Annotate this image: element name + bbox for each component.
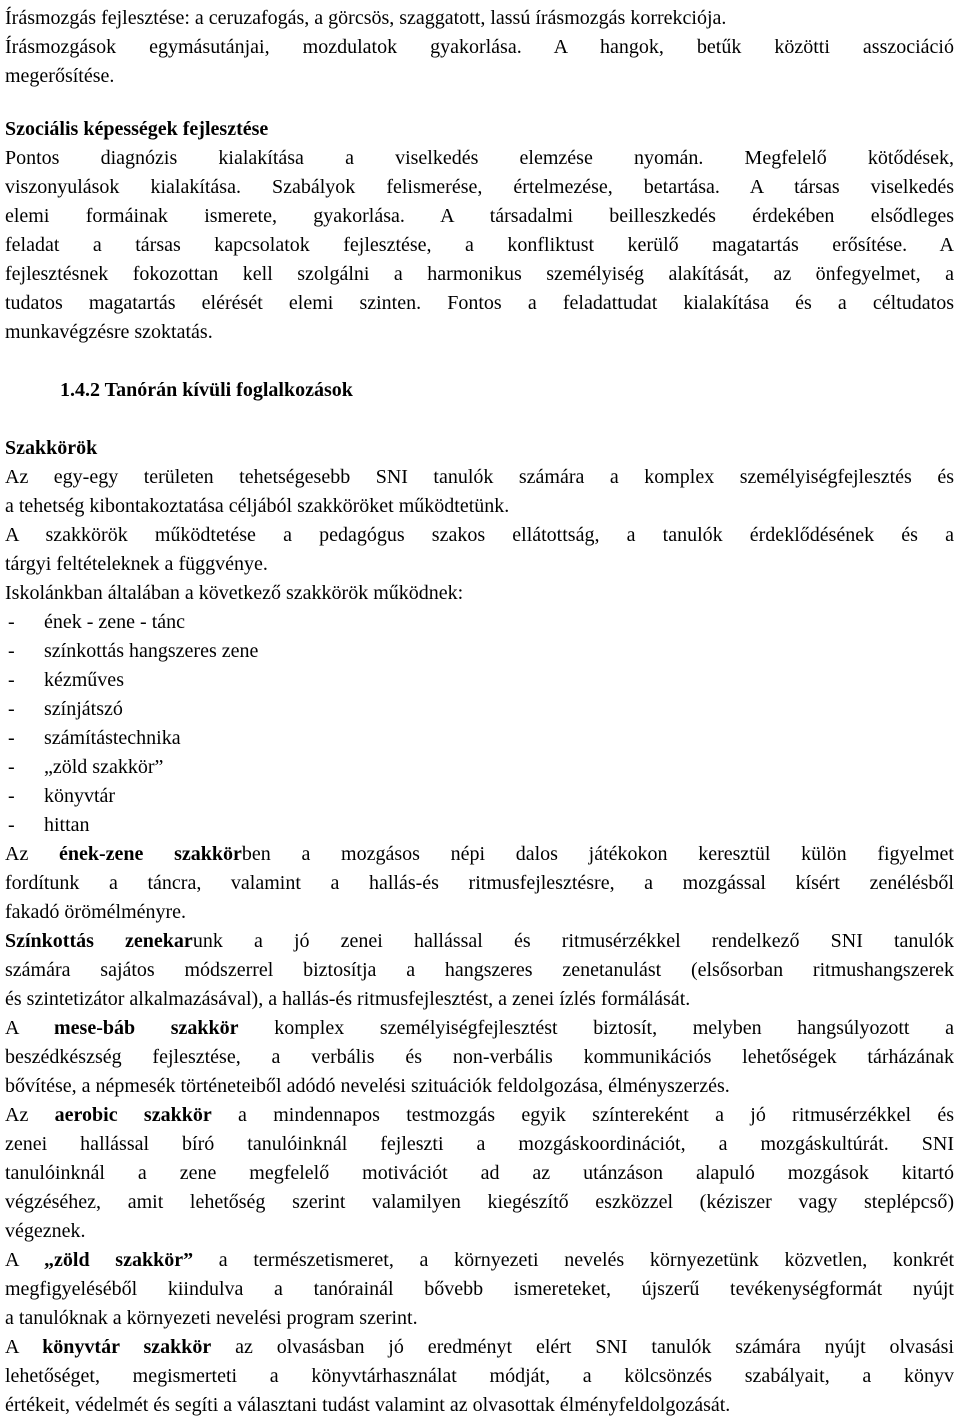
szakkor-list [5, 608, 954, 840]
social-line-6: tudatos magatartás elérését elemi szinten. Fontos a feladattudat kialakítása és a céltudatos [5, 292, 954, 314]
p5-line-3: a tanulóknak a környezeti nevelési program szerint. [5, 1307, 418, 1329]
p1-line-1: Az ének-zene szakkörben a mozgásos népi dalos játékokon keresztül külön figyelmet [5, 843, 954, 865]
p5-line-1: A „zöld szakkör” a természetismeret, a környezeti nevelés környezetünk közvetlen, konkrét [5, 1249, 954, 1271]
p6-line-2: lehetőséget, megismerteti a könyvtárhasználat módját, a kölcsönzés szabályait, a könyv [5, 1365, 954, 1387]
list-item: - színjátszó [8, 698, 123, 720]
p4-line-2: zenei hallással bíró tanulóinknál fejleszti a mozgáskoordinációt, a mozgáskultúrát. SNI [5, 1133, 954, 1155]
intro-line-1: Írásmozgás fejlesztése: a ceruzafogás, a görcsös, szaggatott, lassú írásmozgás korrekciója. [5, 7, 727, 29]
szakkorok-line-5: Iskolánkban általában a következő szakkörök működnek: [5, 582, 464, 604]
p2-line-3: és szintetizátor alkalmazásával), a hallás-és ritmusfejlesztést, a zenei ízlés formálását. [5, 988, 691, 1010]
p4-line-4: végzéséhez, amit lehetőség szerint valamilyen kiegészítő eszközzel (kéziszer vagy steplépcső) [5, 1191, 954, 1213]
p3-line-1: A mese-báb szakkör komplex személyiségfejlesztést biztosít, melyben hangsúlyozott a [5, 1017, 954, 1039]
social-line-1: Pontos diagnózis kialakítása a viselkedés elemzése nyomán. Megfelelő kötődések, [5, 147, 954, 169]
szakkorok-line-2: a tehetség kibontakoztatása céljából szakköröket működtetünk. [5, 495, 510, 517]
section-heading: 1.4.2 Tanórán kívüli foglalkozások [60, 379, 353, 401]
social-line-4: feladat a társas kapcsolatok fejlesztése, a konfliktust kerülő magatartás erősítése. A [5, 234, 954, 256]
list-item: - „zöld szakkör” [8, 756, 164, 778]
p4-line-3: tanulóinknál a zene megfelelő motivációt ad az utánzáson alapuló mozgások kitartó [5, 1162, 954, 1184]
p3-line-3: bővítése, a népmesék történeteiből adódó nevelési szituációk feldolgozása, élményszerzés. [5, 1075, 730, 1097]
social-line-5: fejlesztésnek fokozottan kell szolgálni a harmonikus személyiség alakítását, az önfegyelmet, a [5, 263, 954, 285]
intro-line-2: Írásmozgások egymásutánjai, mozdulatok gyakorlása. A hangok, betűk közötti asszociáció [5, 36, 954, 58]
social-line-7: munkavégzésre szoktatás. [5, 321, 213, 343]
social-title: Szociális képességek fejlesztése [5, 118, 269, 140]
list-item: - könyvtár [8, 785, 116, 807]
social-line-3: elemi formáinak ismerete, gyakorlása. A társadalmi beilleszkedés érdekében elsődleges [5, 205, 954, 227]
list-item: - kézműves [8, 669, 124, 691]
szakkorok-line-4: tárgyi feltételeknek a függvénye. [5, 553, 268, 575]
p6-line-3: értékeit, védelmét és segíti a választani tudást valamint az olvasottak élményfeldolgozását. [5, 1394, 731, 1416]
p4-line-5: végeznek. [5, 1220, 86, 1242]
p4-line-1: Az aerobic szakkör a mindennapos testmozgás egyik színtereként a jó ritmusérzékkel és [5, 1104, 954, 1126]
intro-line-3: megerősítése. [5, 65, 115, 87]
p2-line-1: Színkottás zenekarunk a jó zenei hallással és ritmusérzékkel rendelkező SNI tanulók [5, 930, 954, 952]
list-item: - színkottás hangszeres zene [8, 640, 259, 662]
szakkorok-title: Szakkörök [5, 437, 98, 459]
p3-line-2: beszédkészség fejlesztése, a verbális és non-verbális kommunikációs lehetőségek tárházának [5, 1046, 954, 1068]
p1-line-2: fordítunk a táncra, valamint a hallás-és ritmusfejlesztésre, a mozgással kísért zenélésből [5, 872, 954, 894]
list-item: - hittan [8, 814, 90, 836]
szakkorok-line-3: A szakkörök működtetése a pedagógus szakos ellátottság, a tanulók érdeklődésének és a [5, 524, 954, 546]
p1-line-3: fakadó örömélményre. [5, 901, 187, 923]
social-line-2: viszonyulások kialakítása. Szabályok felismerése, értelmezése, betartása. A társas viselkedés [5, 176, 954, 198]
list-item: - ének - zene - tánc [8, 611, 186, 633]
p5-line-2: megfigyeléséből kiindulva a tanórainál bővebb ismereteket, újszerű tevékenységformát nyújt [5, 1278, 954, 1300]
p2-line-2: számára sajátos módszerrel biztosítja a hangszeres zenetanulást (elsősorban ritmushangszerek [5, 959, 954, 981]
p6-line-1: A könyvtár szakkör az olvasásban jó eredményt elért SNI tanulók számára nyújt olvasási [5, 1336, 954, 1358]
szakkorok-line-1: Az egy-egy területen tehetségesebb SNI tanulók számára a komplex személyiségfejlesztés és [5, 466, 954, 488]
list-item: - számítástechnika [8, 727, 181, 749]
